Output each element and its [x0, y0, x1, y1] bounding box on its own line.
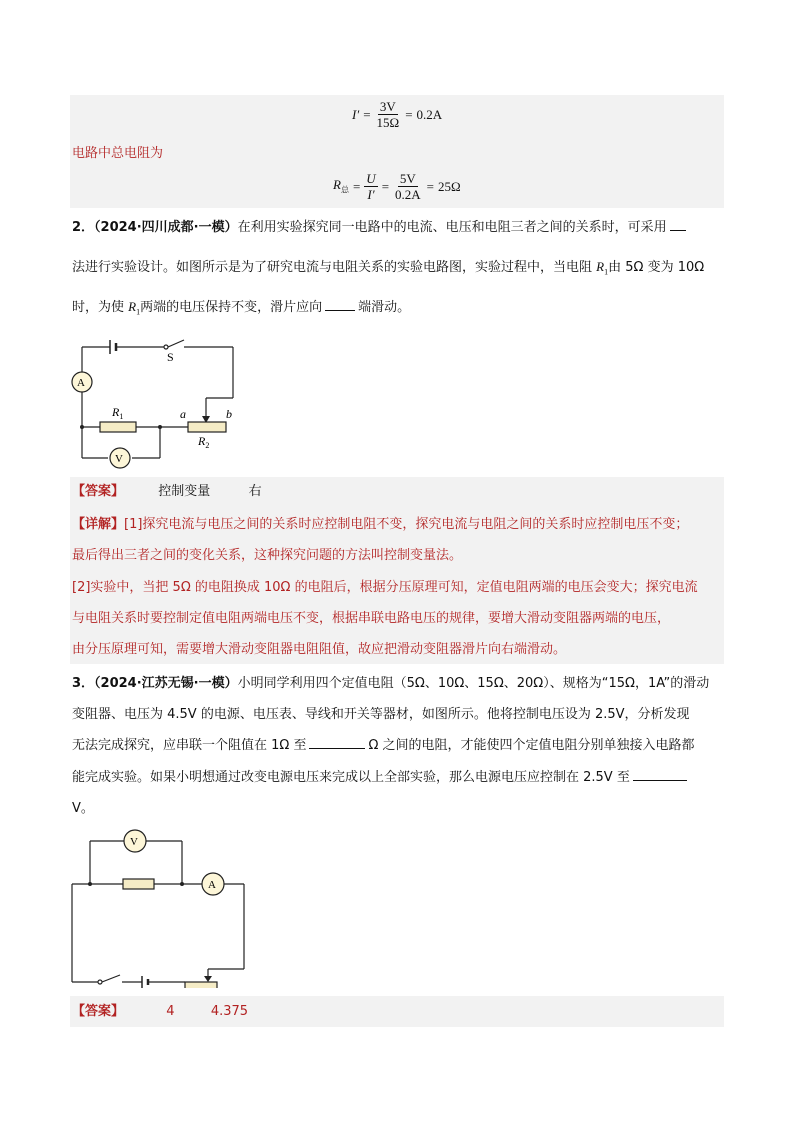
q2-text: 时，为使 — [72, 300, 125, 315]
formula-eq: = — [381, 178, 390, 194]
r1-subscript: 1 — [136, 307, 141, 317]
r2-label — [197, 434, 209, 450]
fraction-denominator: 0.2A — [395, 187, 421, 202]
q2-text: 由 5Ω 变为 10Ω — [608, 260, 705, 275]
rheostat — [185, 982, 217, 988]
q2-text: 端滑动。 — [358, 300, 411, 315]
formula-fraction — [375, 99, 402, 130]
slider-arrow — [204, 976, 212, 982]
circuit-diagram-q3 — [66, 828, 256, 988]
resistor-r1 — [100, 422, 136, 432]
q3-line3 — [72, 731, 695, 761]
answer-value-1: 控制变量 — [158, 484, 211, 499]
r1-letter: R — [128, 299, 137, 314]
formula-result: 0.2A — [416, 106, 443, 122]
q2-detail-line3: [2]实验中，当把 5Ω 的电阻换成 10Ω 的电阻后，根据分压原理可知，定值电阻两端的电压会变大；探究电流 — [72, 580, 698, 595]
q3-line2: 变阻器、电压为 4.5V 的电源、电压表、导线和开关等器材，如图所示。他将控制电压设为 2.5V，分析发现 — [72, 707, 690, 722]
formula-fraction — [393, 171, 423, 202]
q2-detail-line4: 与电阻关系时要控制定值电阻两端电压不变，根据串联电路电压的规律，要增大滑动变阻器两端的电压， — [72, 611, 671, 626]
q3-answer-row — [72, 997, 248, 1027]
r1-letter: R — [596, 259, 605, 274]
fraction-numerator: 5V — [399, 171, 416, 186]
fraction-denominator: 15Ω — [376, 115, 400, 130]
q2-source: （2024·四川成都·一模） — [94, 220, 238, 235]
q3-blank-1 — [309, 747, 365, 749]
q3-source: （2024·江苏无锡·一模） — [94, 676, 238, 691]
answer-value-2: 4.375 — [210, 1004, 249, 1019]
formula-eq: = — [363, 106, 371, 122]
end-a-label: a — [180, 407, 186, 421]
q3-text: 小明同学利用四个定值电阻（5Ω、10Ω、15Ω、20Ω）、规格为“15Ω，1A”的滑动 — [237, 676, 710, 691]
formula-eq: = — [426, 178, 435, 194]
formula-result: 25Ω — [438, 178, 461, 194]
voltmeter-label: V — [115, 453, 123, 465]
formula-eq: = — [352, 178, 361, 194]
q2-text: 在利用实验探究同一电路中的电流、电压和电阻三者之间的关系时，可采用 — [237, 220, 667, 235]
q2-detail-line5: 由分压原理可知，需要增大滑动变阻器电阻阻值，故应把滑动变阻器滑片向右端滑动。 — [72, 642, 567, 657]
r1-label — [111, 405, 123, 421]
circuit-diagram-q2 — [70, 330, 240, 470]
r1-symbol — [596, 259, 609, 277]
q2-blank-1 — [670, 229, 686, 231]
q2-text: 两端的电压保持不变，滑片应向 — [140, 300, 323, 315]
answer-tag: 【答案】 — [72, 484, 125, 499]
q2-line2 — [72, 252, 704, 288]
q3-text: 能完成实验。如果小明想通过改变电源电压来完成以上全部实验，那么电源电压应控制在 2.5V 至 — [72, 770, 630, 785]
r1-symbol — [128, 299, 141, 317]
r2-subscript: 2 — [205, 441, 210, 450]
end-b-label: b — [226, 407, 232, 421]
q3-number: 3． — [72, 676, 95, 691]
fraction-numerator: U — [366, 171, 376, 186]
q2-detail-line2: 最后得出三者之间的变化关系，这种探究问题的方法叫控制变量法。 — [72, 548, 463, 563]
r1-subscript: 1 — [604, 267, 609, 277]
formula-eq: = — [405, 106, 413, 122]
switch-contact — [98, 980, 102, 984]
fraction-denominator: I′ — [367, 187, 375, 202]
junction-dot — [158, 425, 162, 429]
formula-resistance — [333, 171, 461, 202]
q3-line1 — [72, 669, 709, 699]
detail-tag: 【详解】 — [72, 517, 125, 532]
answer-tag: 【答案】 — [72, 1004, 125, 1019]
formula-lhs — [333, 177, 349, 196]
answer-value-2: 右 — [248, 484, 262, 499]
r2-letter: R — [198, 434, 206, 448]
switch-contact — [164, 345, 168, 349]
ammeter-label: A — [77, 377, 85, 389]
q2-detail-line1 — [72, 510, 688, 540]
q2-line1 — [72, 213, 689, 243]
detail-text: [1]探究电流与电压之间的关系时应控制电阻不变，探究电流与电阻之间的关系时应控制电压不变； — [124, 517, 689, 532]
q3-blank-2 — [633, 779, 687, 781]
fraction-numerator: 3V — [379, 99, 396, 114]
r1-subscript: 1 — [119, 412, 124, 421]
rheostat-r2 — [188, 422, 226, 432]
q3-line4 — [72, 763, 690, 793]
formula-fraction — [364, 171, 377, 202]
q3-text: Ω 之间的电阻，才能使四个定值电阻分别单独接入电路都 — [368, 738, 695, 753]
ammeter-label: A — [208, 879, 216, 891]
formula-lhs-subscript: 总 — [340, 185, 349, 195]
formula-lhs-symbol: R — [333, 177, 341, 193]
formula-lhs: I′ — [352, 106, 360, 122]
junction-dot — [88, 882, 92, 886]
fixed-resistor — [123, 879, 154, 889]
junction-dot — [80, 425, 84, 429]
q2-blank-2 — [325, 309, 355, 311]
formula-current — [352, 99, 442, 130]
switch-blade — [102, 975, 120, 982]
voltmeter-label: V — [130, 836, 138, 848]
q2-number: 2． — [72, 220, 95, 235]
r1-letter: R — [112, 405, 120, 419]
q2-line3 — [72, 292, 410, 328]
q2-text: 法进行实验设计。如图所示是为了研究电流与电阻关系的实验电路图，实验过程中，当电阻 — [72, 260, 593, 275]
switch-blade — [168, 340, 184, 347]
q3-text: 无法完成探究，应串联一个阻值在 1Ω 至 — [72, 738, 307, 753]
junction-dot — [180, 882, 184, 886]
q3-line5: V。 — [72, 801, 94, 816]
switch-label: S — [167, 350, 174, 364]
answer-value-1: 4 — [166, 1004, 175, 1019]
q2-answer-row — [72, 477, 262, 507]
total-resistance-label: 电路中总电阻为 — [72, 146, 164, 161]
